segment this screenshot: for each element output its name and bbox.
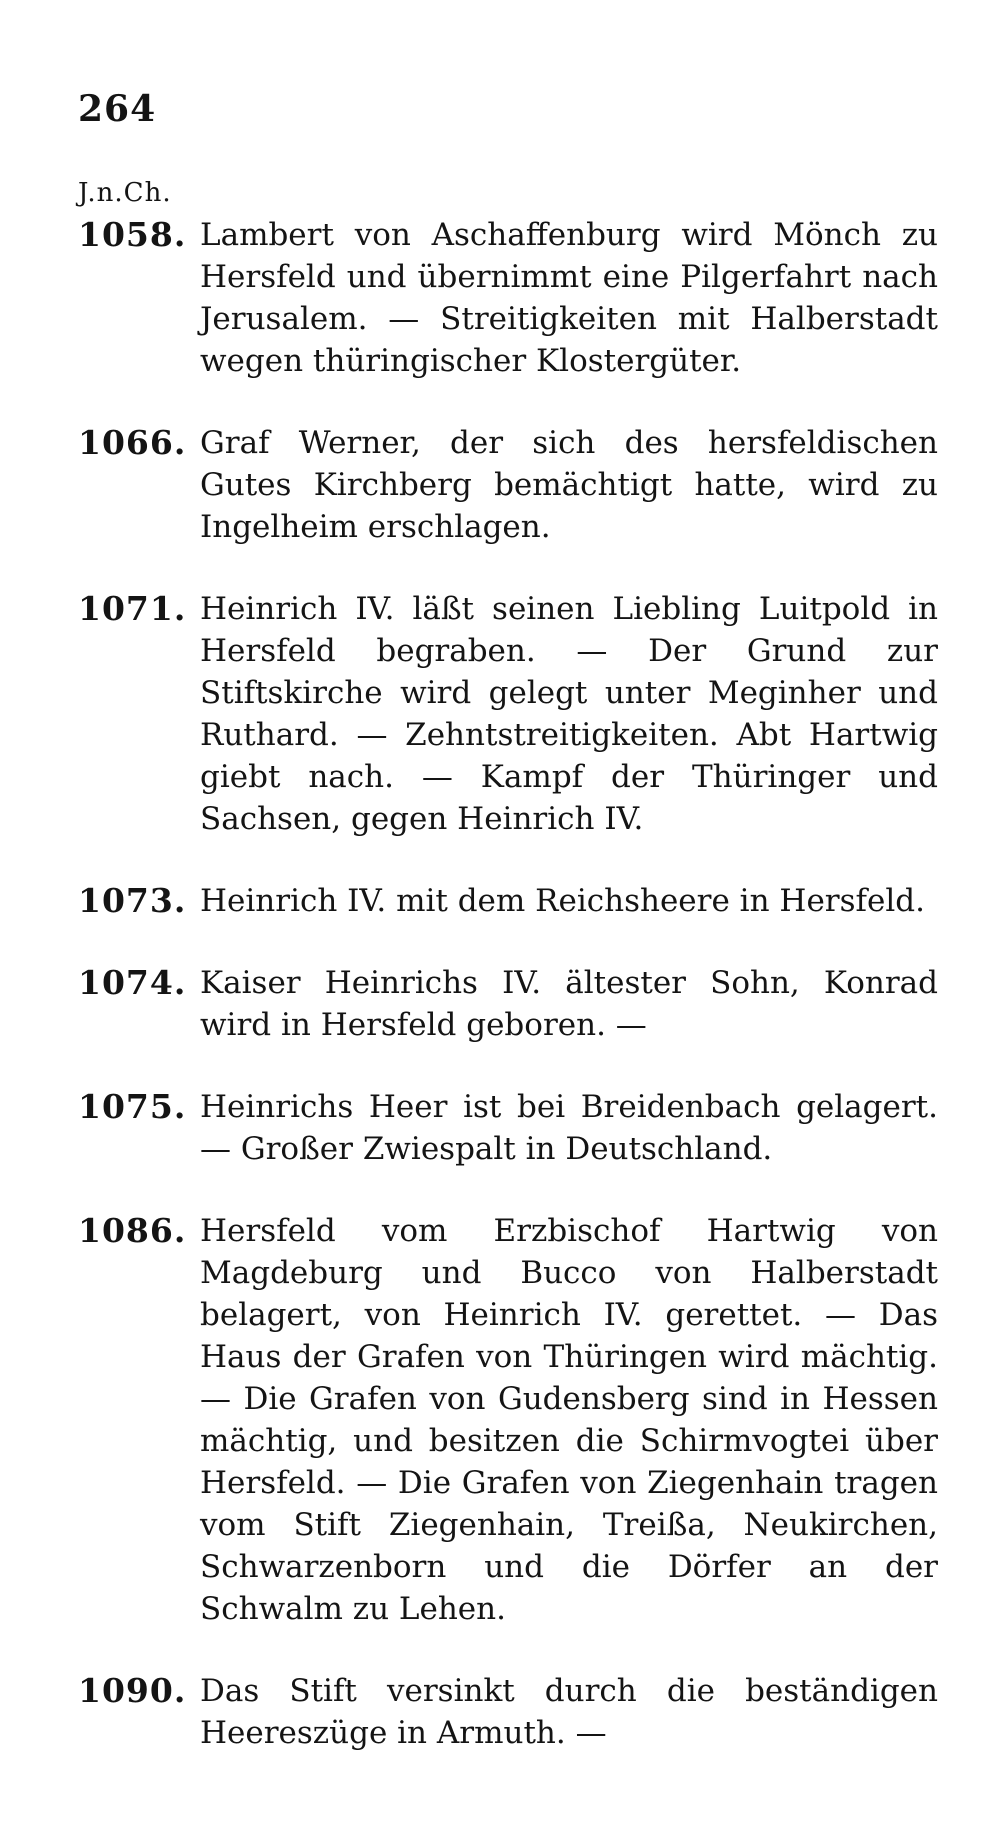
era-label: J.n.Ch. (78, 178, 172, 208)
entry-text: Lambert von Aschaffenburg wird Mönch zu Hersfeld und übernimmt eine Pilgerfahrt nach Jerusalem. — Streitigkeiten mit Halberstadt wegen thüringischer Klostergüter. (200, 217, 938, 379)
entry-text: Graf Werner, der sich des hersfeldischen Gutes Kirchberg bemächtigt hatte, wird zu Ingelheim erschlagen. (200, 425, 938, 545)
chronology-entry (0, 588, 1000, 840)
entry-year: 1071. (78, 589, 187, 628)
entry-year: 1066. (78, 423, 187, 462)
entry-year: 1073. (78, 881, 187, 920)
entry-text: Hersfeld vom Erzbischof Hartwig von Magdeburg und Bucco von Halberstadt belagert, von Heinrich IV. gerettet. — Das Haus der Grafen von Thüringen wird mächtig. — Die Grafen von Gudensberg sind in Hessen mächtig, und besitzen die Schirmvogtei über Hersfeld. — Die Grafen von Ziegenhain tragen vom Stift Ziegenhain, Treißa, Neukirchen, Schwarzenborn und die Dörfer an der Schwalm zu Lehen. (200, 1213, 938, 1627)
chronology-entry (0, 1670, 1000, 1754)
entry-text: Heinrichs Heer ist bei Breidenbach gelagert. — Großer Zwiespalt in Deutschland. (200, 1089, 938, 1167)
entry-year: 1075. (78, 1087, 187, 1126)
entry-year: 1086. (78, 1211, 187, 1250)
chronology-entry (0, 422, 1000, 548)
entry-text: Heinrich IV. mit dem Reichsheere in Hersfeld. (200, 883, 925, 919)
chronology-entry (0, 214, 1000, 382)
chronology-entry (0, 962, 1000, 1046)
entry-text: Kaiser Heinrichs IV. ältester Sohn, Konrad wird in Hersfeld geboren. — (200, 965, 938, 1043)
chronology-entry (0, 880, 1000, 922)
entry-text: Das Stift versinkt durch die beständigen Heereszüge in Armuth. — (200, 1673, 938, 1751)
entry-year: 1058. (78, 215, 187, 254)
entry-year: 1090. (78, 1671, 187, 1710)
chronology-entry (0, 1086, 1000, 1170)
page-number: 264 (78, 88, 157, 130)
entry-year: 1074. (78, 963, 187, 1002)
chronology-entry (0, 1210, 1000, 1630)
chronology-list (0, 214, 1000, 1794)
entry-text: Heinrich IV. läßt seinen Liebling Luitpold in Hersfeld begraben. — Der Grund zur Stiftskirche wird gelegt unter Meginher und Ruthard. — Zehntstreitigkeiten. Abt Hartwig giebt nach. — Kampf der Thüringer und Sachsen, gegen Heinrich IV. (200, 591, 938, 837)
